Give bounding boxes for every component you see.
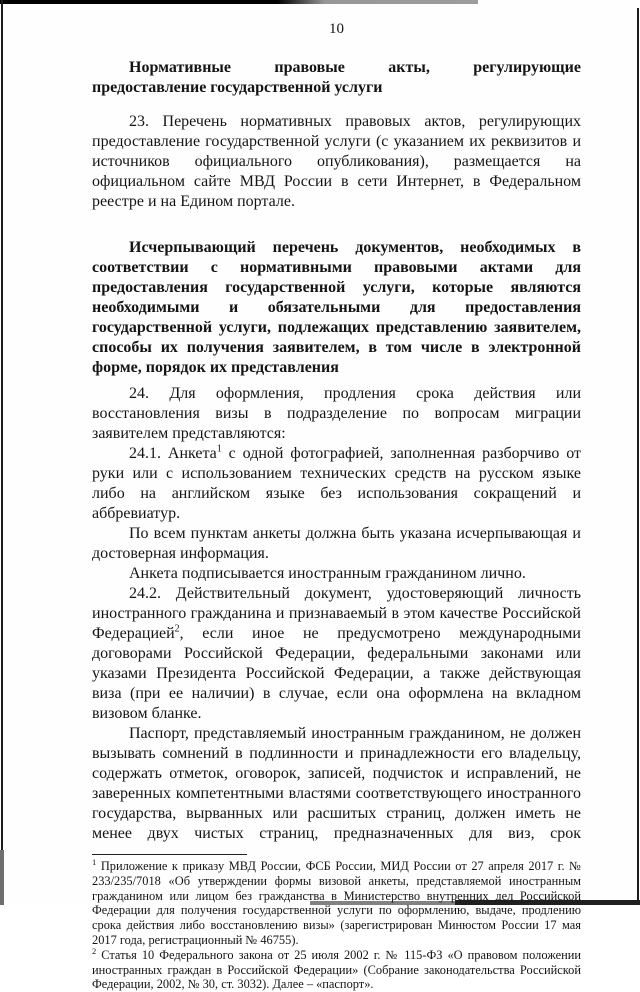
paragraph-questionnaire-signature: Анкета подписывается иностранным гражданином лично. — [129, 565, 526, 582]
heading-documents-list: Исчерпывающий перечень документов, необходимых в соответствии с нормативными правовыми актами для предоставления государственной услуги, которые являются необходимыми и обязательными для предоставления государственной услуги, подлежащих представлению заявителем, способы их получения заявителем, в том числе в электронной форме, порядок их представления — [92, 239, 581, 376]
page-number: 10 — [329, 21, 344, 37]
paragraph-24-2-continuation: , если иное не предусмотрено международными договорами Российской Федерации, федеральными законами или указами Президента Российской Федерации, а также действующая виза (при ее наличии) в случае, если она оформлена на вкладном визовом бланке. — [92, 625, 581, 722]
footnote-1 — [92, 856, 581, 948]
scan-artifact-left-edge — [1, 0, 3, 905]
scan-artifact-right-edge — [637, 8, 639, 905]
body-paragraphs — [92, 384, 581, 844]
footnote-2-text: Статья 10 Федерального закона от 25 июля 2002 г. № 115-ФЗ «О правовом положении иностранных граждан в Российской Федерации» (Собрание законодательства Российской Федерации, 2002, № 30, ст. 3032). Далее – «паспорт». — [92, 947, 581, 992]
scan-artifact-left-bottom — [0, 850, 4, 905]
heading-legal-acts: Нормативные правовые акты, регулирующие предоставление государственной услуги — [92, 59, 581, 96]
paragraph-passport-requirements: Паспорт, представляемый иностранным гражданином, не должен вызывать сомнений в подлинности и принадлежности его владельцу, содержать отметок, оговорок, записей, подчисток и исправлений, не заверенных компетентными властями соответствующего иностранного государства, вырванных или расшитых страниц, должен иметь не менее двух чистых страниц, предназначенных для виз, срок — [92, 725, 581, 842]
footnote-ref-1: 1 — [216, 443, 222, 455]
paragraph-24-2-text: 24.2. Действительный документ, удостоверяющий личность иностранного гражданина и признаваемый в этом качестве Российской Федерацией — [92, 585, 581, 642]
paragraph-questionnaire-info: По всем пунктам анкеты должна быть указана исчерпывающая и достоверная информация. — [92, 525, 581, 562]
paragraph-24-1 — [92, 444, 581, 524]
footnotes-block — [92, 856, 581, 992]
footnote-2 — [92, 945, 581, 992]
footnote-2-marker: 2 — [92, 945, 97, 956]
footnote-1-marker: 1 — [92, 856, 97, 867]
paragraph-24-1-text: 24.1. Анкета — [129, 445, 217, 462]
footnote-divider — [92, 854, 247, 855]
page-content — [92, 0, 581, 992]
paragraph-23: 23. Перечень нормативных правовых актов, регулирующих предоставление государственной услуги (с указанием их реквизитов и источников официального опубликования), размещается на официальном сайте МВД России в сети Интернет, в Федеральном реестре и на Едином портале. — [92, 113, 581, 210]
footnote-ref-2: 2 — [174, 623, 180, 635]
paragraph-24-1-continuation: с одной фотографией, заполненная разборчиво от руки или с использованием технических средств на русском языке либо на английском языке без использования сокращений и аббревиатур. — [92, 445, 581, 522]
footnote-1-text: Приложение к приказу МВД России, ФСБ России, МИД России от 27 апреля 2017 г. № 233/235/7018 «Об утверждении формы визовой анкеты, представляемой иностранным гражданином или лицом без гражданства в Министерство внутренних дел Российской Федерации для получения государственной услуги по оформлению, выдаче, продлению срока действия либо восстановлению визы» (зарегистрирован Минюстом России 17 мая 2017 года, регистрационный № 46755). — [92, 859, 581, 947]
paragraph-24-2 — [92, 584, 581, 724]
paragraph-24: 24. Для оформления, продления срока действия или восстановления визы в подразделение по вопросам миграции заявителем представляются: — [92, 385, 581, 442]
